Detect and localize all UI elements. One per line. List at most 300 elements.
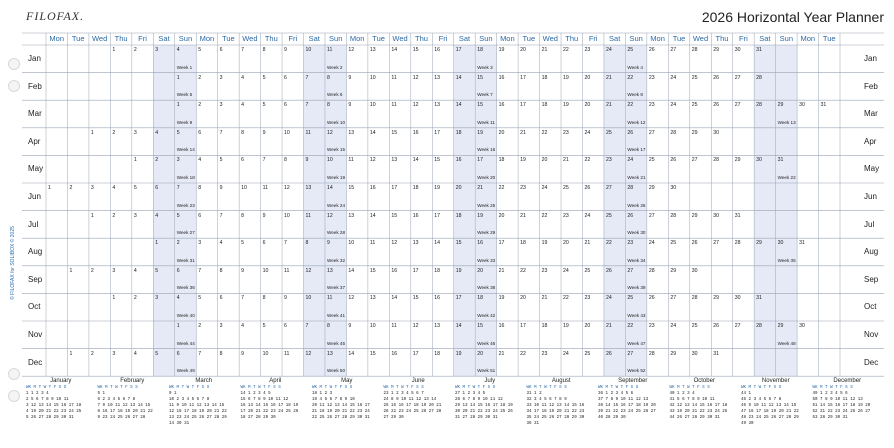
day-number: 12 xyxy=(305,267,312,274)
day-header: Thu xyxy=(715,34,729,43)
day-number: 17 xyxy=(520,323,526,329)
day-header: Tue xyxy=(822,34,836,43)
day-number: 2 xyxy=(176,240,180,247)
day-number: 26 xyxy=(713,323,720,329)
mini-calendar-november xyxy=(741,378,811,442)
day-number: 20 xyxy=(498,129,505,136)
day-number: 11 xyxy=(391,74,397,81)
day-number: 13 xyxy=(348,129,355,136)
day-number: 16 xyxy=(369,185,376,191)
month-label-right: Apr xyxy=(864,136,877,146)
day-number: 24 xyxy=(563,267,569,274)
day-number: 9 xyxy=(284,295,287,302)
day-number: 12 xyxy=(348,295,355,302)
day-number: 8 xyxy=(262,295,266,302)
day-number: 22 xyxy=(627,323,634,329)
month-label-left: Jun xyxy=(28,192,41,201)
mini-calendar-header: WK M T W T F S S xyxy=(383,386,424,390)
day-number: 8 xyxy=(326,323,330,329)
week-number: Week 28 xyxy=(326,230,346,236)
day-number: 17 xyxy=(455,47,462,53)
day-number: 27 xyxy=(627,267,634,274)
mini-calendar-week: 15 6 7 8 9 10 11 12 xyxy=(240,398,289,402)
day-number: 29 xyxy=(670,267,677,274)
day-number: 8 xyxy=(326,102,330,109)
mini-calendar-week: 35 24 25 26 27 28 29 30 xyxy=(526,416,585,420)
day-number: 19 xyxy=(498,295,505,302)
mini-calendar-week: 7 9 10 11 12 13 14 15 xyxy=(97,404,151,408)
day-number: 21 xyxy=(520,212,526,219)
day-number: 31 xyxy=(734,212,741,219)
day-number: 14 xyxy=(391,295,398,302)
day-number: 23 xyxy=(563,129,569,136)
day-number: 6 xyxy=(262,240,266,247)
mini-calendar-week: 16 13 14 15 16 17 18 19 xyxy=(240,404,299,408)
mini-calendar-title: June xyxy=(411,378,425,384)
day-number: 10 xyxy=(369,323,376,329)
day-number: 30 xyxy=(691,350,698,357)
day-number: 17 xyxy=(391,185,398,191)
mini-calendar-header: WK M T W T F S S xyxy=(741,386,782,390)
mini-calendar-july xyxy=(455,378,525,442)
month-label-left: Oct xyxy=(28,302,41,312)
day-number: 21 xyxy=(563,157,569,164)
day-number: 10 xyxy=(369,74,376,81)
week-number: Week 27 xyxy=(176,230,195,236)
mini-calendar-header: WK M T W T F S S xyxy=(97,386,138,390)
day-number: 24 xyxy=(670,74,677,81)
week-number: Week 17 xyxy=(627,147,646,153)
day-number: 27 xyxy=(734,74,741,81)
day-number: 17 xyxy=(412,350,419,357)
day-number: 11 xyxy=(284,350,290,357)
day-number: 11 xyxy=(262,185,268,191)
day-number: 18 xyxy=(434,267,441,274)
day-number: 7 xyxy=(241,47,245,53)
mini-calendar-week: 2 5 6 7 8 9 10 11 xyxy=(26,398,69,402)
page-title: 2026 Horizontal Year Planner xyxy=(701,9,884,25)
day-number: 8 xyxy=(326,74,330,81)
day-number: 26 xyxy=(670,157,677,164)
day-number: 16 xyxy=(498,74,505,81)
month-label-right: Oct xyxy=(864,302,877,312)
mini-calendar-week: 3 12 13 14 15 16 17 18 xyxy=(26,404,82,408)
day-number: 15 xyxy=(412,47,419,53)
mini-calendar-week: 53 28 29 30 31 xyxy=(812,416,848,420)
week-number: Week 6 xyxy=(326,92,343,98)
day-number: 1 xyxy=(176,102,180,109)
mini-calendar-week: 34 17 18 19 20 21 22 23 xyxy=(526,410,585,414)
day-number: 28 xyxy=(670,129,677,136)
day-number: 26 xyxy=(713,74,720,81)
day-number: 3 xyxy=(219,74,223,81)
day-number: 11 xyxy=(369,240,376,247)
day-number: 9 xyxy=(348,74,352,81)
month-label-left: Apr xyxy=(28,136,41,146)
day-number: 22 xyxy=(605,240,612,247)
week-number: Week 45 xyxy=(326,340,346,346)
day-number: 18 xyxy=(477,295,483,302)
day-number: 2 xyxy=(133,47,137,53)
day-number: 6 xyxy=(284,74,287,81)
day-number: 12 xyxy=(284,185,290,191)
week-number: Week 48 xyxy=(777,340,796,346)
day-number: 21 xyxy=(605,102,612,109)
mini-calendar-week: 11 9 10 11 12 13 14 15 xyxy=(169,404,225,408)
day-number: 16 xyxy=(434,47,441,53)
day-number: 5 xyxy=(198,47,202,53)
day-number: 1 xyxy=(112,47,116,53)
day-number: 30 xyxy=(670,185,677,191)
day-number: 14 xyxy=(455,74,462,81)
mini-calendar-week: 31 1 2 xyxy=(526,392,542,396)
day-header: Mon xyxy=(650,34,665,43)
day-number: 12 xyxy=(305,350,312,357)
day-number: 26 xyxy=(627,129,634,136)
mini-calendar-week: 1 1 2 3 4 xyxy=(26,392,49,396)
day-header: Sat xyxy=(759,34,771,43)
day-number: 15 xyxy=(369,350,376,357)
mini-calendar-header: WK M T W T F S S xyxy=(669,386,710,390)
day-number: 17 xyxy=(412,267,419,274)
mini-calendar-september xyxy=(598,378,668,442)
mini-calendar-title: October xyxy=(693,378,715,384)
day-number: 24 xyxy=(584,212,591,219)
day-number: 5 xyxy=(176,212,180,219)
mini-calendar-week: 33 10 11 12 13 14 15 16 xyxy=(526,404,585,408)
day-header: Sun xyxy=(479,34,493,43)
month-label-right: Sep xyxy=(864,274,879,284)
mini-calendar-week: 48 23 24 25 26 27 28 29 xyxy=(741,416,799,420)
day-number: 19 xyxy=(434,185,441,191)
day-number: 3 xyxy=(133,129,137,136)
day-number: 31 xyxy=(799,240,805,247)
day-number: 14 xyxy=(455,102,462,109)
day-number: 4 xyxy=(198,157,202,164)
week-number: Week 42 xyxy=(477,313,496,318)
day-header: Sat xyxy=(609,34,621,43)
day-number: 2 xyxy=(198,323,202,329)
day-number: 7 xyxy=(305,74,309,81)
day-number: 5 xyxy=(262,74,266,81)
month-label-right: Aug xyxy=(864,247,879,257)
mini-calendar-title: November xyxy=(761,378,790,384)
mini-calendar-week: 38 14 15 16 17 18 19 20 xyxy=(598,404,656,408)
day-number: 13 xyxy=(434,102,441,109)
mini-calendar-week: 22 25 26 27 28 29 30 31 xyxy=(312,416,370,420)
mini-calendar-week: 18 27 28 29 30 xyxy=(240,416,276,420)
week-number: Week 9 xyxy=(176,119,193,125)
day-number: 11 xyxy=(305,129,311,136)
day-number: 26 xyxy=(713,102,720,109)
day-header: Tue xyxy=(222,34,235,43)
day-number: 5 xyxy=(155,267,159,274)
day-number: 28 xyxy=(734,240,741,247)
day-number: 6 xyxy=(198,129,202,136)
day-number: 25 xyxy=(605,129,612,136)
day-number: 14 xyxy=(455,323,462,329)
month-label-left: Dec xyxy=(28,357,43,367)
mini-calendar-title: April xyxy=(269,378,282,384)
mini-calendar-week: 27 29 30 xyxy=(383,416,404,420)
day-number: 15 xyxy=(391,129,398,136)
day-number: 9 xyxy=(219,185,223,191)
day-number: 9 xyxy=(326,240,330,247)
day-header: Sun xyxy=(629,34,643,43)
day-number: 27 xyxy=(648,129,655,136)
day-number: 7 xyxy=(198,267,202,274)
day-number: 10 xyxy=(284,212,290,219)
day-number: 21 xyxy=(498,267,505,274)
day-number: 25 xyxy=(691,323,698,329)
day-number: 3 xyxy=(198,240,202,247)
mini-calendar-week: 31 27 28 29 30 31 xyxy=(455,416,498,420)
day-header: Sun xyxy=(178,34,193,43)
week-number: Week 5 xyxy=(176,92,193,98)
mini-calendar-header: WK M T W T F S S xyxy=(312,386,353,390)
day-number: 3 xyxy=(219,323,223,329)
day-number: 29 xyxy=(648,185,655,191)
day-number: 20 xyxy=(584,323,591,329)
day-number: 9 xyxy=(241,350,245,357)
day-number: 8 xyxy=(284,157,287,164)
week-number: Week 40 xyxy=(176,313,195,318)
day-number: 8 xyxy=(241,129,245,136)
day-number: 23 xyxy=(541,267,548,274)
day-header: Mon xyxy=(199,34,215,43)
day-number: 15 xyxy=(477,102,483,109)
day-number: 15 xyxy=(369,267,376,274)
day-number: 27 xyxy=(691,157,698,164)
day-number: 29 xyxy=(691,212,698,219)
day-number: 26 xyxy=(584,185,591,191)
day-number: 7 xyxy=(262,157,266,164)
day-number: 23 xyxy=(584,47,591,53)
day-number: 28 xyxy=(756,323,762,329)
day-number: 9 xyxy=(284,47,287,53)
day-number: 13 xyxy=(326,350,333,357)
day-number: 22 xyxy=(627,102,634,109)
day-number: 22 xyxy=(563,295,569,302)
day-number: 18 xyxy=(455,212,462,219)
day-number: 18 xyxy=(412,185,419,191)
day-number: 16 xyxy=(455,157,462,164)
day-number: 18 xyxy=(541,102,548,109)
day-number: 6 xyxy=(176,350,180,357)
week-number: Week 52 xyxy=(627,368,646,374)
month-label-left: Nov xyxy=(28,330,43,339)
mini-calendar-week: 24 8 9 10 11 12 13 14 xyxy=(383,398,437,402)
day-number: 20 xyxy=(477,267,483,274)
day-number: 7 xyxy=(284,240,287,247)
day-number: 4 xyxy=(241,323,245,329)
day-number: 5 xyxy=(133,185,137,191)
day-number: 13 xyxy=(348,212,355,219)
week-number: Week 29 xyxy=(477,230,496,236)
day-number: 25 xyxy=(605,212,612,219)
day-number: 31 xyxy=(756,47,762,53)
day-number: 1 xyxy=(176,323,180,329)
day-number: 29 xyxy=(734,157,741,164)
mini-calendar-june xyxy=(384,378,454,442)
week-number: Week 14 xyxy=(176,147,195,153)
mini-calendar-week: 30 20 21 22 23 24 25 26 xyxy=(455,410,513,414)
day-number: 30 xyxy=(799,323,805,329)
mini-calendar-title: February xyxy=(120,378,145,384)
day-number: 2 xyxy=(155,157,159,164)
week-number: Week 32 xyxy=(326,257,346,263)
day-number: 12 xyxy=(326,212,333,219)
day-number: 1 xyxy=(155,240,159,247)
day-number: 23 xyxy=(648,74,655,81)
day-number: 17 xyxy=(498,240,505,247)
day-number: 21 xyxy=(477,185,483,191)
day-number: 3 xyxy=(112,350,116,357)
mini-calendar-week: 5 26 27 28 29 30 31 xyxy=(26,416,74,420)
week-number: Week 4 xyxy=(627,64,643,70)
day-number: 8 xyxy=(262,47,266,53)
day-number: 18 xyxy=(541,74,548,81)
week-number: Week 43 xyxy=(627,313,646,318)
day-number: 17 xyxy=(434,129,441,136)
day-number: 10 xyxy=(305,295,312,302)
mini-calendar-week: 29 13 14 15 16 17 18 19 xyxy=(455,404,513,408)
day-number: 18 xyxy=(455,129,462,136)
day-number: 11 xyxy=(326,295,333,302)
mini-calendar-january xyxy=(26,378,96,442)
day-number: 17 xyxy=(520,74,526,81)
day-header: Fri xyxy=(288,34,298,43)
mini-calendar-week: 40 28 29 30 xyxy=(598,416,626,420)
month-label-left: May xyxy=(28,164,44,174)
day-number: 18 xyxy=(434,350,441,357)
day-number: 21 xyxy=(541,47,548,53)
day-number: 27 xyxy=(734,323,741,329)
day-number: 5 xyxy=(198,295,202,302)
mini-calendar-week: 6 2 3 4 5 6 7 8 xyxy=(97,398,136,402)
day-number: 28 xyxy=(648,350,655,357)
week-number: Week 44 xyxy=(176,340,195,346)
week-number: Week 51 xyxy=(477,368,496,374)
day-number: 19 xyxy=(455,350,462,357)
day-number: 26 xyxy=(691,240,698,247)
day-number: 17 xyxy=(455,295,462,302)
day-number: 3 xyxy=(219,102,223,109)
week-number: Week 15 xyxy=(326,147,346,153)
mini-calendar-week: 12 16 17 18 19 20 21 22 xyxy=(169,410,227,414)
week-number: Week 49 xyxy=(176,368,195,374)
day-number: 14 xyxy=(369,129,376,136)
day-number: 30 xyxy=(756,157,762,164)
day-header: Mon xyxy=(500,34,515,43)
day-number: 9 xyxy=(241,267,245,274)
day-number: 3 xyxy=(112,267,116,274)
mini-calendar-week: 51 14 15 16 17 18 19 20 xyxy=(812,404,871,408)
day-number: 21 xyxy=(584,240,591,247)
mini-calendar-week: 18 1 2 3 xyxy=(312,392,333,396)
mini-calendar-week: 43 19 20 21 22 23 24 25 xyxy=(669,410,728,414)
day-number: 24 xyxy=(648,240,655,247)
day-header: Sun xyxy=(329,34,343,43)
day-header: Sat xyxy=(308,34,320,43)
day-number: 14 xyxy=(391,47,398,53)
day-number: 21 xyxy=(605,323,612,329)
brand-logo: FILOFAX. xyxy=(26,9,85,23)
day-number: 29 xyxy=(713,47,720,53)
day-header: Wed xyxy=(242,34,258,43)
week-number: Week 19 xyxy=(326,175,346,180)
mini-calendar-week: 44 1 xyxy=(741,392,752,396)
day-number: 15 xyxy=(412,295,419,302)
day-number: 23 xyxy=(648,323,655,329)
mini-calendar-week: 23 1 2 3 4 5 6 7 xyxy=(383,392,424,396)
day-number: 29 xyxy=(691,129,698,136)
day-number: 25 xyxy=(648,157,655,164)
day-number: 17 xyxy=(520,102,526,109)
day-number: 18 xyxy=(541,323,548,329)
day-header: Fri xyxy=(438,34,448,43)
mini-calendar-header: WK M T W T F S S xyxy=(26,386,67,390)
mini-calendar-title: March xyxy=(195,378,213,384)
day-number: 3 xyxy=(155,295,159,302)
mini-calendar-title: December xyxy=(833,378,862,384)
mini-calendar-week: 13 23 24 25 26 27 28 29 xyxy=(169,416,227,420)
week-number: Week 26 xyxy=(627,202,646,208)
day-number: 27 xyxy=(670,295,677,302)
mini-calendar-title: May xyxy=(341,378,353,384)
month-label-right: Dec xyxy=(864,357,879,367)
day-number: 4 xyxy=(241,74,245,81)
week-number: Week 36 xyxy=(176,285,195,291)
day-number: 20 xyxy=(520,295,526,302)
day-number: 19 xyxy=(498,47,505,53)
mini-calendar-week: 45 2 3 4 5 6 7 8 xyxy=(741,398,782,402)
day-header: Wed xyxy=(392,34,408,43)
day-number: 20 xyxy=(477,350,483,357)
day-number: 25 xyxy=(563,185,569,191)
day-number: 13 xyxy=(412,240,419,247)
day-number: 15 xyxy=(477,323,483,329)
day-number: 31 xyxy=(777,157,784,164)
day-number: 6 xyxy=(284,323,287,329)
day-number: 16 xyxy=(391,350,398,357)
day-number: 6 xyxy=(284,102,287,109)
month-label-left: Sep xyxy=(28,274,43,284)
day-number: 1 xyxy=(90,212,94,219)
day-number: 28 xyxy=(691,295,698,302)
day-number: 14 xyxy=(434,240,441,247)
day-number: 22 xyxy=(520,267,526,274)
day-number: 30 xyxy=(713,129,720,136)
day-header: Sat xyxy=(458,34,471,43)
day-number: 13 xyxy=(369,47,376,53)
day-number: 6 xyxy=(219,47,223,53)
day-number: 29 xyxy=(777,102,784,109)
day-number: 30 xyxy=(799,102,805,109)
mini-calendar-week: 39 21 22 23 24 25 26 27 xyxy=(598,410,656,414)
week-number: Week 7 xyxy=(477,92,493,98)
week-number: Week 25 xyxy=(477,202,496,208)
day-number: 2 xyxy=(90,350,94,357)
day-number: 28 xyxy=(648,267,655,274)
mini-calendar-week: 47 16 17 18 19 20 21 22 xyxy=(741,410,799,414)
day-number: 8 xyxy=(198,185,202,191)
day-number: 20 xyxy=(541,157,548,164)
day-header: Thu xyxy=(415,34,428,43)
day-number: 4 xyxy=(155,129,159,136)
day-header: Wed xyxy=(542,34,558,43)
day-header: Wed xyxy=(91,34,108,43)
